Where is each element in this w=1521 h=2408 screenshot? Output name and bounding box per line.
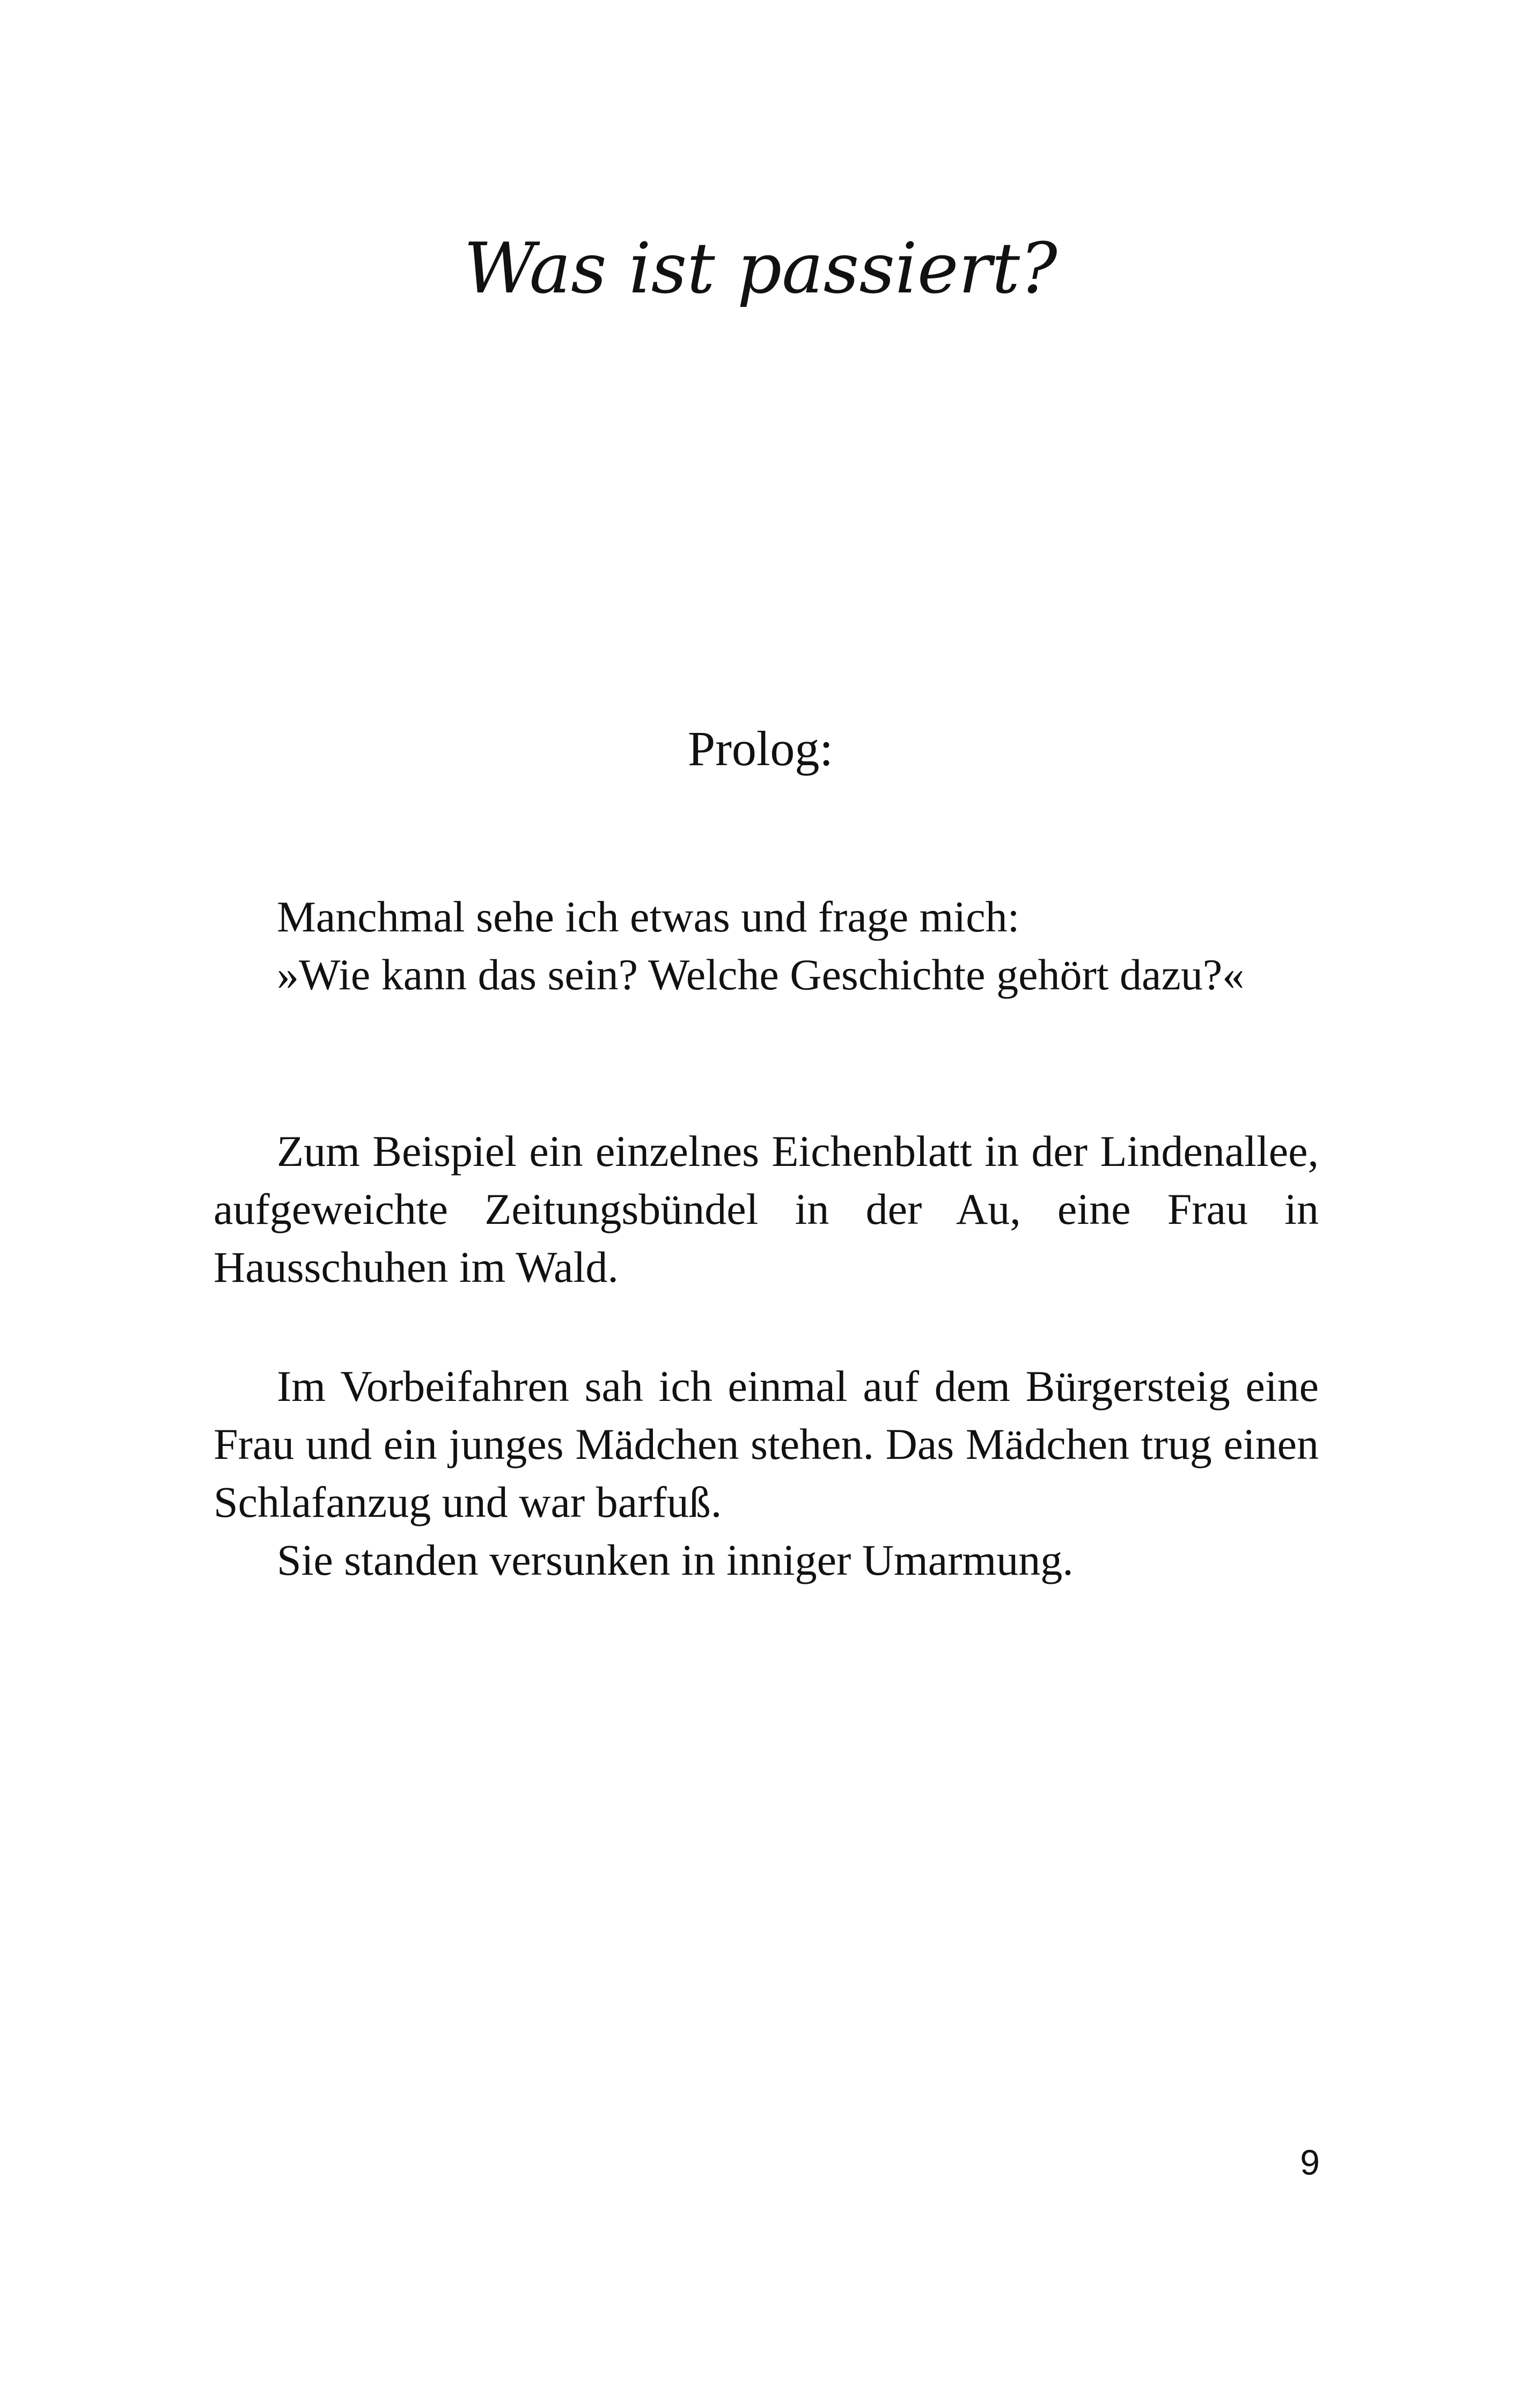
section-heading: Prolog: <box>688 721 833 776</box>
paragraph: Zum Beispiel ein einzelnes Eichenblatt in der Lindenallee, aufgeweichte Zeitungsbündel in der Au, eine Frau in Hausschuhen im Wald. <box>214 1127 1319 1291</box>
paragraph: Sie standen versunken in inniger Umarmung. <box>277 1536 1074 1584</box>
page-title: Was ist passiert? <box>464 227 1057 309</box>
paragraph: Manchmal sehe ich etwas und frage mich: <box>277 892 1020 941</box>
paragraph: Im Vorbeifahren sah ich einmal auf dem Bürgersteig eine Frau und ein junges Mädchen stehen. Das Mädchen trug einen Schlafanzug und war barfuß. <box>214 1362 1319 1526</box>
text-block-2 <box>214 1122 1319 1296</box>
text-block-1 <box>214 888 1319 1004</box>
text-block-3 <box>214 1357 1319 1589</box>
paragraph: »Wie kann das sein? Welche Geschichte gehört dazu?« <box>277 950 1245 999</box>
page-number: 9 <box>1300 2142 1320 2182</box>
